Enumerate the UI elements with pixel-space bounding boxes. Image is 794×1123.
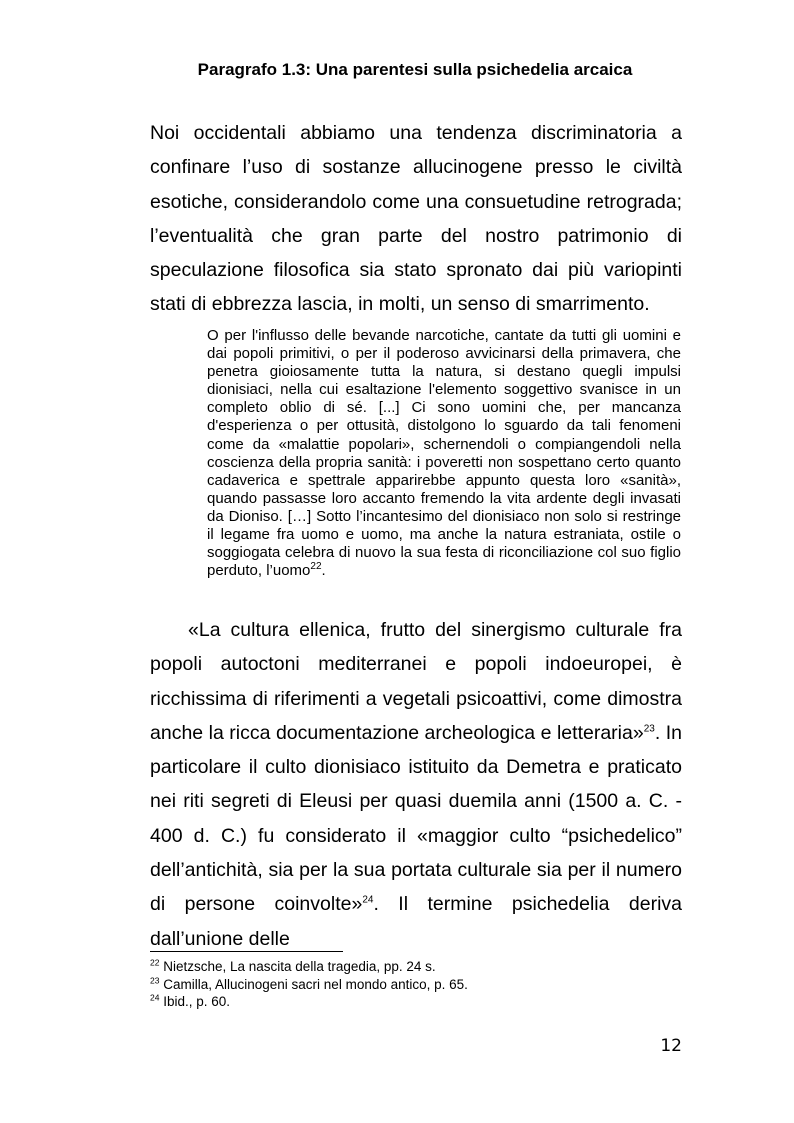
footnote-number: 24 bbox=[150, 992, 160, 1003]
footnote-separator bbox=[150, 951, 343, 952]
section-heading: Paragrafo 1.3: Una parentesi sulla psichedelia arcaica bbox=[197, 60, 633, 79]
footnote-item bbox=[150, 958, 680, 976]
paragraph-2-part-3: . Il termine psichedelia deriva dall’unione delle bbox=[150, 893, 682, 950]
footnote-text: Ibid., p. 60. bbox=[163, 994, 231, 1009]
quote-text: O per l'influsso delle bevande narcotiche, cantate da tutti gli uomini e dai popoli primitivi, o per il poderoso avvicinarsi della primavera, che penetra gioiosamente tutta la natura, si destano quegli impulsi dionisiaci, nella cui esaltazione l'elemento soggettivo svanisce in un completo oblio di sé. [...] Ci sono uomini che, per mancanza d'esperienza o per ottusità, distolgono lo sguardo da tali fenomeni come da «malattie popolari», schernendoli o compiangendoli nella coscienza della propria sanità: i poveretti non sospettano certo quanto cadaverica e spettrale apparirebbe appunto questa loro «sanità», quando passasse loro accanto fremendo la vita ardente degli invasati da Dioniso. […] Sotto l’incantesimo del dionisiaco non solo si restringe il legame fra uomo e uomo, ma anche la natura estraniata, ostile o soggiogata celebra di nuovo la sua festa di riconciliazione col suo figlio perduto, l’uomo bbox=[207, 327, 681, 580]
footnote-text: Nietzsche, La nascita della tragedia, pp. 24 s. bbox=[163, 959, 436, 974]
block-quote bbox=[207, 327, 681, 580]
footnote-item bbox=[150, 976, 680, 994]
footnotes bbox=[150, 958, 680, 1011]
footnote-text: Camilla, Allucinogeni sacri nel mondo antico, p. 65. bbox=[163, 976, 468, 992]
body-paragraph-2 bbox=[150, 613, 682, 956]
footnote-item bbox=[150, 993, 680, 1011]
footnote-number: 22 bbox=[150, 957, 160, 968]
quote-end: . bbox=[321, 562, 326, 580]
page-number: 12 bbox=[660, 1036, 682, 1056]
paragraph-2-part-1: «La cultura ellenica, frutto del sinergismo culturale fra popoli autoctoni mediterranei e popoli indoeuropei, è ricchissima di riferimenti a vegetali psicoattivi, come dimostra anche la ricca documentazione archeologica e letteraria» bbox=[150, 619, 682, 744]
footnote-ref-23[interactable]: 23 bbox=[643, 723, 655, 735]
paragraph-2-part-2: . In particolare il culto dionisiaco istituito da Demetra e praticato nei riti segreti di Eleusi per quasi duemila anni (1500 a. C. - 400 d. C.) fu considerato il «maggior culto “psichedelico” dell’antichità, sia per la sua portata culturale sia per il numero di persone coinvolte» bbox=[150, 721, 682, 916]
body-paragraph-1: Noi occidentali abbiamo una tendenza discriminatoria a confinare l’uso di sostanze allucinogene presso le civiltà esotiche, considerandolo come una consuetudine retrograda; l’eventualità che gran parte del nostro patrimonio di speculazione filosofica sia stato spronato dai più variopinti stati di ebbrezza lascia, in molti, un senso di smarrimento. bbox=[150, 122, 682, 316]
footnote-number: 23 bbox=[150, 975, 160, 985]
footnote-ref-24[interactable]: 24 bbox=[362, 894, 374, 906]
footnote-ref-22[interactable]: 22 bbox=[310, 561, 322, 573]
